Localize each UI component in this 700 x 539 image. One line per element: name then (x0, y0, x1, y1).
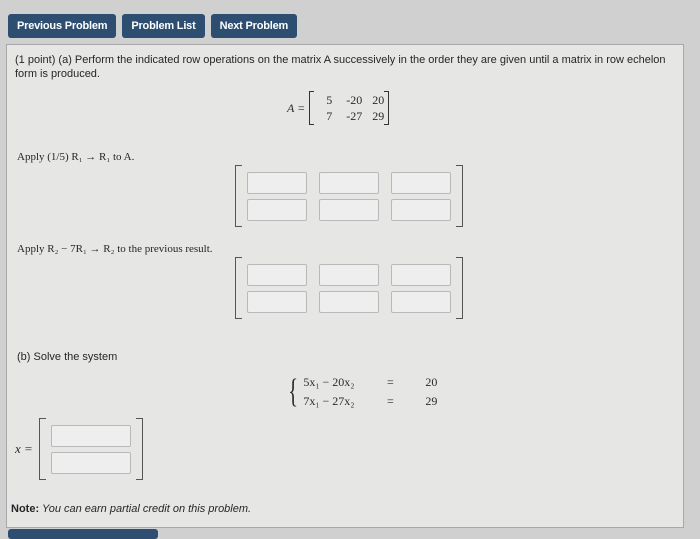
answer-input[interactable] (319, 291, 379, 313)
problem-nav (8, 14, 297, 38)
answer-input[interactable] (391, 172, 451, 194)
previous-problem-button[interactable]: Previous Problem (8, 14, 116, 38)
solution-vector (15, 418, 143, 480)
answer-input[interactable] (247, 199, 307, 221)
answer-input[interactable] (319, 199, 379, 221)
answer-input[interactable] (391, 199, 451, 221)
problem-intro: (1 point) (a) Perform the indicated row operations on the matrix A successively in the order they are given until a matrix in row echelon form is produced. (15, 54, 666, 80)
note-label: Note: (11, 503, 40, 515)
answer-input[interactable] (391, 264, 451, 286)
x-vector-label: x = (15, 441, 33, 456)
matrix-a (287, 91, 389, 125)
brace-icon: { (288, 373, 299, 410)
matrix-entry: 20 (372, 92, 385, 107)
equation-lhs: 7x₁ − 27x₂ (303, 394, 355, 408)
problem-panel (6, 44, 684, 528)
x1-input[interactable] (51, 425, 131, 447)
next-problem-button[interactable]: Next Problem (211, 14, 298, 38)
answer-input[interactable] (319, 172, 379, 194)
step1-instruction: Apply (1/5) R₁ → R₁ to A. (17, 151, 135, 163)
problem-list-button[interactable]: Problem List (122, 14, 204, 38)
equals-sign: = (386, 375, 394, 389)
answer-input[interactable] (247, 291, 307, 313)
partial-credit-note (11, 503, 251, 515)
answer-input[interactable] (247, 172, 307, 194)
part-b-heading: (b) Solve the system (17, 351, 118, 363)
show-correct-answers-button[interactable] (8, 529, 158, 539)
note-text: You can earn partial credit on this problem. (39, 503, 252, 515)
matrix-a-entries (314, 92, 384, 124)
equation-lhs: 5x₁ − 20x₂ (303, 375, 355, 389)
matrix-entry: 29 (372, 108, 385, 123)
linear-system (285, 375, 437, 409)
step2-instruction: Apply R₂ − 7R₁ → R₂ to the previous result. (17, 243, 213, 255)
answer-input[interactable] (247, 264, 307, 286)
answer-input[interactable] (319, 264, 379, 286)
answer-input[interactable] (391, 291, 451, 313)
equation-rhs: 20 (425, 375, 438, 389)
equation-rhs: 29 (425, 394, 438, 408)
matrix-entry: 5 (326, 92, 333, 107)
matrix-entry: -27 (346, 108, 363, 123)
matrix-a-label: A = (287, 100, 306, 115)
step2-answer-matrix (235, 257, 463, 319)
matrix-entry: 7 (326, 108, 333, 123)
step1-answer-matrix (235, 165, 463, 227)
matrix-entry: -20 (346, 92, 363, 107)
equals-sign: = (386, 394, 394, 408)
x2-input[interactable] (51, 452, 131, 474)
